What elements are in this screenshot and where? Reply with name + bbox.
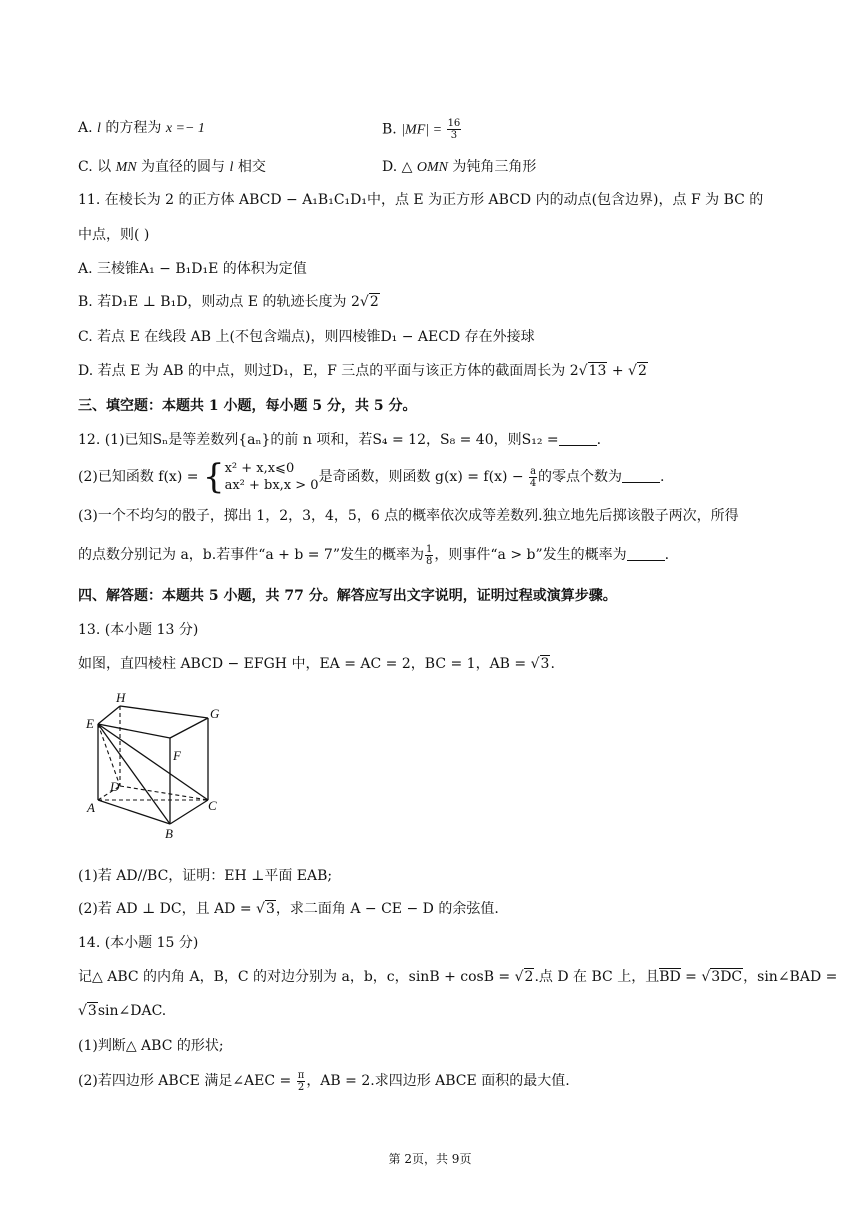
page-footer: 第 2页，共 9页 xyxy=(388,1152,472,1166)
label-b: B xyxy=(165,826,173,838)
fraction-pi-2: $\frac{\pi}{2}$ xyxy=(297,1069,305,1093)
q10-option-c xyxy=(78,157,266,178)
answer-blank[interactable] xyxy=(559,431,597,446)
q11-stem-line2: 中点，则( ) xyxy=(78,227,150,243)
line-l: l xyxy=(229,160,234,175)
q12-part2-post: 的零点个数为 xyxy=(538,469,623,485)
q12-part3-pre: 的点数分别记为 a，b.若事件“a + b = 7”发生的概率为 xyxy=(78,547,424,563)
piecewise-cases xyxy=(225,460,319,494)
q13-part2-pre: (2)若 AD ⊥ DC，且 AD = xyxy=(78,901,257,917)
fraction-1-8: $\frac{1}{8}$ xyxy=(426,543,433,567)
option-d-text: 为钝角三角形 xyxy=(447,159,537,175)
option-d-prefix: D. △ xyxy=(382,159,417,175)
vector-bd: BD xyxy=(659,969,681,985)
plus-sign: + xyxy=(607,363,629,379)
q12-part3-post: ，则事件“a > b”发生的概率为 xyxy=(434,547,627,563)
q11-option-a: A. 三棱锥A₁ − B₁D₁E 的体积为定值 xyxy=(78,261,307,277)
line-l: l xyxy=(97,121,101,136)
q11-option-d-text: D. 若点 E 为 AB 的中点，则过D₁，E，F 三点的平面与该正方体的截面周长为 2 xyxy=(78,363,579,379)
label-c: C xyxy=(208,798,217,813)
answer-blank[interactable] xyxy=(622,468,660,483)
option-a-prefix: A. xyxy=(78,120,98,136)
answer-blank[interactable] xyxy=(627,546,665,561)
q14-part2-pre: (2)若四边形 ABCE 满足∠AEC = xyxy=(78,1073,296,1089)
period: . xyxy=(550,656,555,672)
sqrt-3: 3 xyxy=(540,656,550,672)
label-h: H xyxy=(116,690,126,705)
q10-option-d xyxy=(382,157,536,178)
vector-sqrt3-dc: 3DC xyxy=(711,969,743,985)
q13-part1: (1)若 AD//BC，证明：EH ⊥平面 EAB; xyxy=(78,868,333,884)
sqrt-2: 2 xyxy=(369,294,379,310)
q14-stem-line2: √3sin∠DAC. xyxy=(78,1003,167,1019)
segment-eb xyxy=(98,724,170,824)
q12-part2 xyxy=(78,457,665,497)
q11-option-d: D. 若点 E 为 AB 的中点，则过D₁，E，F 三点的平面与该正方体的截面周长为 2√13 + √2 xyxy=(78,363,647,379)
label-g: G xyxy=(210,706,220,721)
q13-stem: 如图，直四棱柱 ABCD − EFGH 中，EA = AC = 2，BC = 1，AB = √3. xyxy=(78,656,555,672)
q14-stem-line1: 记△ ABC 的内角 A，B，C 的对边分别为 a，b，c，sinB + cosB = √2.点 D 在 BC 上，且BD = √3DC，sin∠BAD = xyxy=(78,969,838,985)
label-f: F xyxy=(173,748,181,763)
edge-dc-hidden xyxy=(120,786,208,800)
q11-stem-line1: 11. 在棱长为 2 的正方体 ABCD − A₁B₁C₁D₁中，点 E 为正方形 ABCD 内的动点(包含边界)，点 F 为 BC 的 xyxy=(78,192,764,208)
label-e: E xyxy=(86,716,94,731)
q12-part1 xyxy=(78,430,601,450)
segment-ed-hidden xyxy=(98,724,120,786)
q10-option-a xyxy=(78,118,205,139)
label-a: A xyxy=(87,800,95,815)
q13-title: 13. (本小题 13 分) xyxy=(78,622,199,638)
option-a-equation: x =− 1 xyxy=(165,121,205,136)
segment-mn: MN xyxy=(115,160,137,175)
sqrt-2: 2 xyxy=(524,969,534,985)
triangle-omn: OMN xyxy=(416,160,448,175)
case-2: ax² + bx,x > 0 xyxy=(224,478,319,493)
q14-part1: (1)判断△ ABC 的形状; xyxy=(78,1038,224,1054)
option-a-text: 的方程为 xyxy=(100,120,166,136)
q11-option-c: C. 若点 E 在线段 AB 上(不包含端点)，则四棱锥D₁ − AECD 存在外接球 xyxy=(78,329,535,345)
q12-part2-mid: 是奇函数，则函数 g(x) = f(x) − xyxy=(318,469,529,485)
q12-part1-text: 12. (1)已知Sₙ是等差数列{aₙ}的前 n 项和，若S₄ = 12，S₈ = 40，则S₁₂ = xyxy=(78,432,559,448)
fraction-16-3: $\frac{16}{3}$ xyxy=(447,118,461,141)
q14-stem-pre: 记△ ABC 的内角 A，B，C 的对边分别为 a，b，c，sinB + cosB = xyxy=(78,969,515,985)
q13-part2-post: ，求二面角 A − CE − D 的余弦值. xyxy=(275,901,499,917)
q13-stem-text: 如图，直四棱柱 ABCD − EFGH 中，EA = AC = 2，BC = 1，AB = xyxy=(78,656,531,672)
section-4-heading: 四、解答题：本题共 5 小题，共 77 分。解答应写出文字说明，证明过程或演算步骤。 xyxy=(78,588,617,604)
q14-title: 14. (本小题 15 分) xyxy=(78,935,199,951)
edge-hg xyxy=(120,706,208,718)
edge-gf xyxy=(170,718,208,738)
q14-stem-line2-text: sin∠DAC. xyxy=(97,1003,167,1019)
q13-part2: (2)若 AD ⊥ DC，且 AD = √3，求二面角 A − CE − D 的余弦值. xyxy=(78,901,499,917)
sqrt-2: 2 xyxy=(637,363,647,379)
sqrt-3: 3 xyxy=(265,901,275,917)
q10-option-b xyxy=(382,118,462,141)
period: . xyxy=(660,469,665,485)
edge-bc xyxy=(170,800,208,824)
period: . xyxy=(596,432,602,448)
case-1: x² + x,x⩽0 xyxy=(224,461,295,476)
prism-figure xyxy=(80,688,230,838)
q12-part3-line1: (3)一个不均匀的骰子，掷出 1，2，3，4，5，6 点的概率依次成等差数列.独立地先后掷该骰子两次，所得 xyxy=(78,508,739,524)
edge-ab xyxy=(98,800,170,824)
equals-sign: = xyxy=(680,969,702,985)
section-3-heading: 三、填空题：本题共 1 小题，每小题 5 分，共 5 分。 xyxy=(78,398,417,414)
period: . xyxy=(664,547,670,563)
label-d: D xyxy=(110,779,120,794)
left-brace: { xyxy=(202,457,225,497)
q11-option-b-text: B. 若D₁E ⊥ B₁D，则动点 E 的轨迹长度为 2 xyxy=(78,294,360,310)
q14-part2-post: ，AB = 2.求四边形 ABCE 面积的最大值. xyxy=(306,1073,570,1089)
option-b-lhs: |MF| = xyxy=(401,122,446,138)
sqrt-3: 3 xyxy=(87,1003,97,1019)
q14-stem-mid: .点 D 在 BC 上，且 xyxy=(534,969,660,985)
q12-part2-prefix: (2)已知函数 f(x) = xyxy=(78,469,203,485)
edge-eh xyxy=(98,706,120,724)
option-c-suffix: 相交 xyxy=(233,159,266,175)
q11-option-b: B. 若D₁E ⊥ B₁D，则动点 E 的轨迹长度为 2√2 xyxy=(78,294,379,310)
fraction-a-4: $\frac{a}{4}$ xyxy=(529,465,537,489)
q14-stem-post: ，sin∠BAD = xyxy=(743,969,838,985)
option-c-prefix: C. 以 xyxy=(78,159,116,175)
option-c-text: 为直径的圆与 xyxy=(136,159,230,175)
option-b-prefix: B. xyxy=(382,121,402,138)
q12-part3-line2 xyxy=(78,540,669,570)
sqrt-13: 13 xyxy=(588,363,607,379)
q14-part2 xyxy=(78,1066,570,1096)
